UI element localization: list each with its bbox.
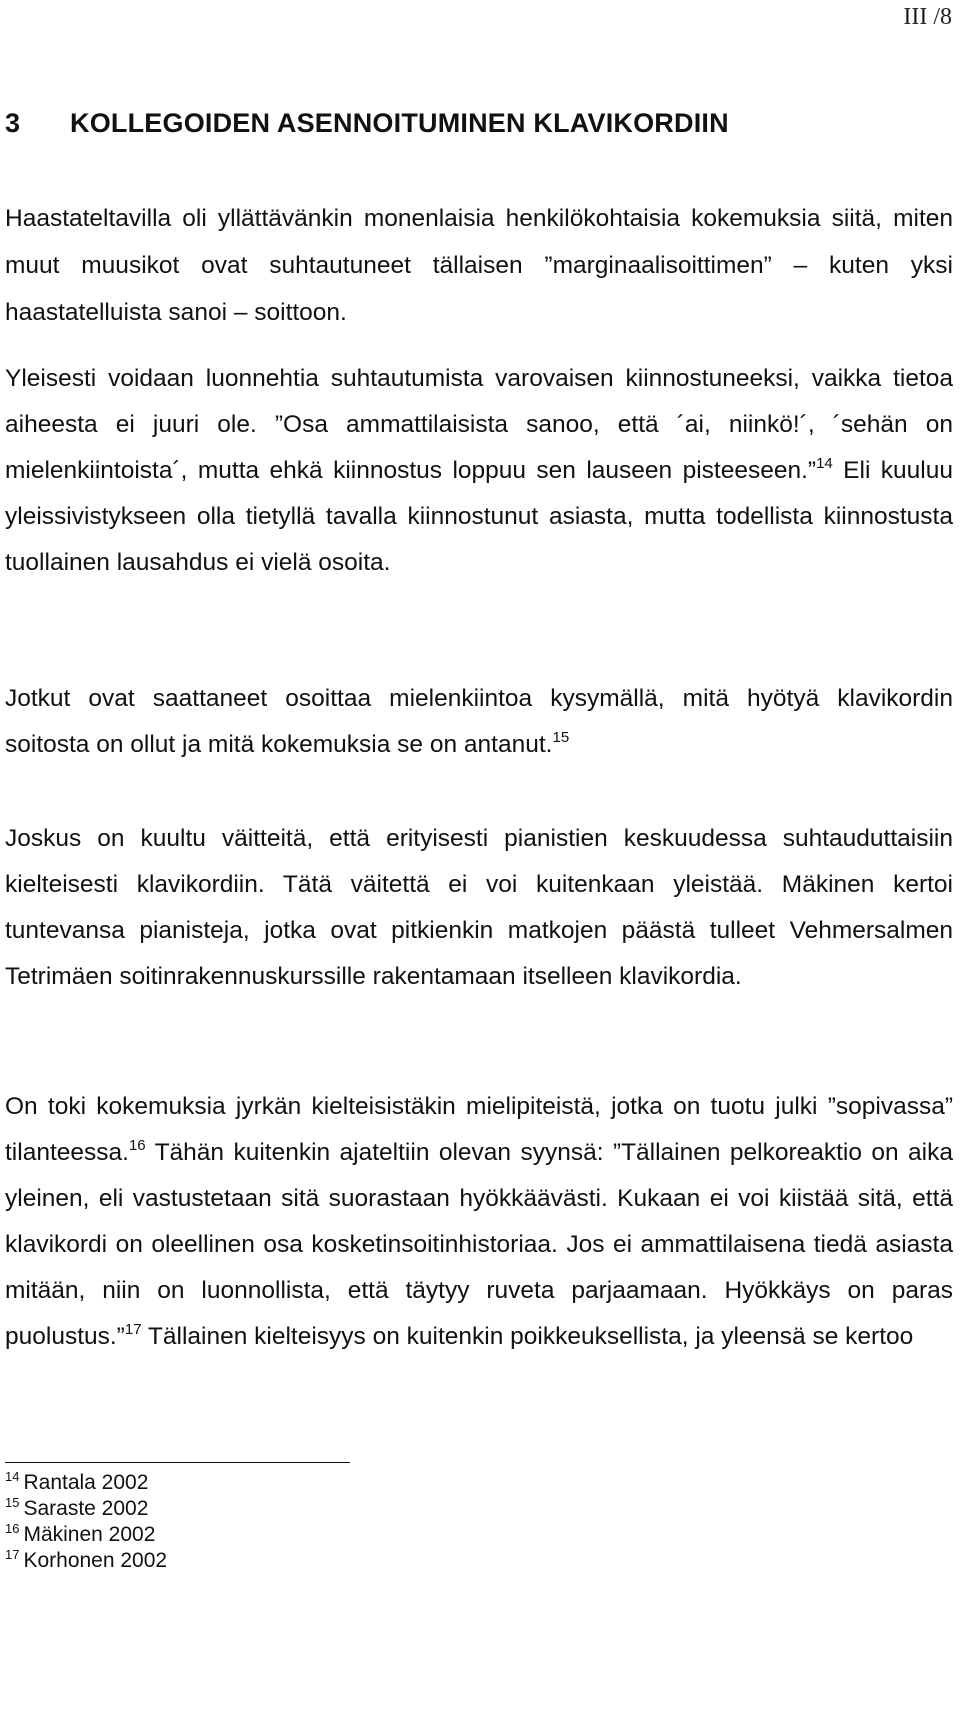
paragraph-5-text-a: On toki kokemuksia jyrkän kielteisistäkin mielipiteistä, jotka on tuotu julki ”sopivassa” tilanteessa. [5,1093,953,1166]
paragraph-2-text-b: Eli kuuluu yleissivistykseen olla tietyllä tavalla kiinnostunut asiasta, mutta todellista kiinnostusta tuollainen lausahdus ei vielä osoita. [5,457,953,576]
footnote-item [5,1522,167,1548]
section-heading [5,108,952,139]
paragraph-2-text-a: Yleisesti voidaan luonnehtia suhtautumista varovaisen kiinnostuneeksi, vaikka tietoa aiheesta ei juuri ole. ”Osa ammattilaisista sanoo, että ´ai, niinkö!´, ´sehän on mielenkiintoista´, mutta ehkä kiinnostus loppuu sen lauseen pisteeseen.” [5,365,953,484]
footnote-text: Saraste 2002 [23,1497,149,1520]
paragraph-5 [5,1084,953,1360]
section-number: 3 [5,108,21,138]
paragraph-4: Joskus on kuultu väitteitä, että erityisesti pianistien keskuudessa suhtauduttaisiin kielteisesti klavikordiin. Tätä väitettä ei voi kuitenkaan yleistää. Mäkinen kertoi tuntevansa pianisteja, jotka ovat pitkienkin matkojen päästä tulleet Vehmersalmen Tetrimäen soitinrakennuskurssille rakentamaan itselleen klavikordia. [5,825,953,990]
footnote-item [5,1548,167,1574]
section-title: KOLLEGOIDEN ASENNOITUMINEN KLAVIKORDIIN [70,108,729,138]
paragraph-1: Haastateltavilla oli yllättävänkin monenlaisia henkilökohtaisia kokemuksia siitä, miten muut muusikot ovat suhtautuneet tällaisen ”marginaalisoittimen” – kuten yksi haastatelluista sanoi – soittoon. [5,205,953,326]
footnote-number: 17 [5,1547,20,1562]
paragraph-5-text-c: Tällainen kielteisyys on kuitenkin poikkeuksellista, ja yleensä se kertoo [141,1323,914,1350]
footnote-ref-17: 17 [124,1321,142,1338]
footnote-text: Rantala 2002 [23,1471,149,1494]
footnote-text: Korhonen 2002 [23,1549,168,1572]
footnote-number: 16 [5,1521,20,1536]
footnote-divider [5,1462,350,1463]
paragraph-3-text: Jotkut ovat saattaneet osoittaa mielenkiintoa kysymällä, mitä hyötyä klavikordin soitosta on ollut ja mitä kokemuksia se on antanut. [5,685,953,758]
footnote-item [5,1496,167,1522]
paragraph-2 [5,356,953,586]
paragraph-5-text-b: Tähän kuitenkin ajateltiin olevan syynsä: ”Tällainen pelkoreaktio on aika yleinen, eli vastustetaan sitä suorastaan hyökkäävästi. Kukaan ei voi kiistää sitä, että klavikordi on oleellinen osa kosketinsoitinhistoriaa. Jos ei ammattilaisena tiedä asiasta mitään, niin on luonnollista, että täytyy ruveta parjaamaan. Hyökkäys on paras puolustus.” [5,1139,953,1350]
page-number: III /8 [903,4,952,30]
footnote-item [5,1470,167,1496]
footnote-ref-16: 16 [128,1137,146,1154]
footnote-ref-14: 14 [816,455,833,472]
footnote-ref-15: 15 [552,729,570,746]
footnote-number: 15 [5,1495,20,1510]
footnote-number: 14 [5,1469,20,1484]
paragraph-3 [5,676,953,768]
footnote-list [5,1470,167,1574]
footnote-text: Mäkinen 2002 [23,1523,156,1546]
